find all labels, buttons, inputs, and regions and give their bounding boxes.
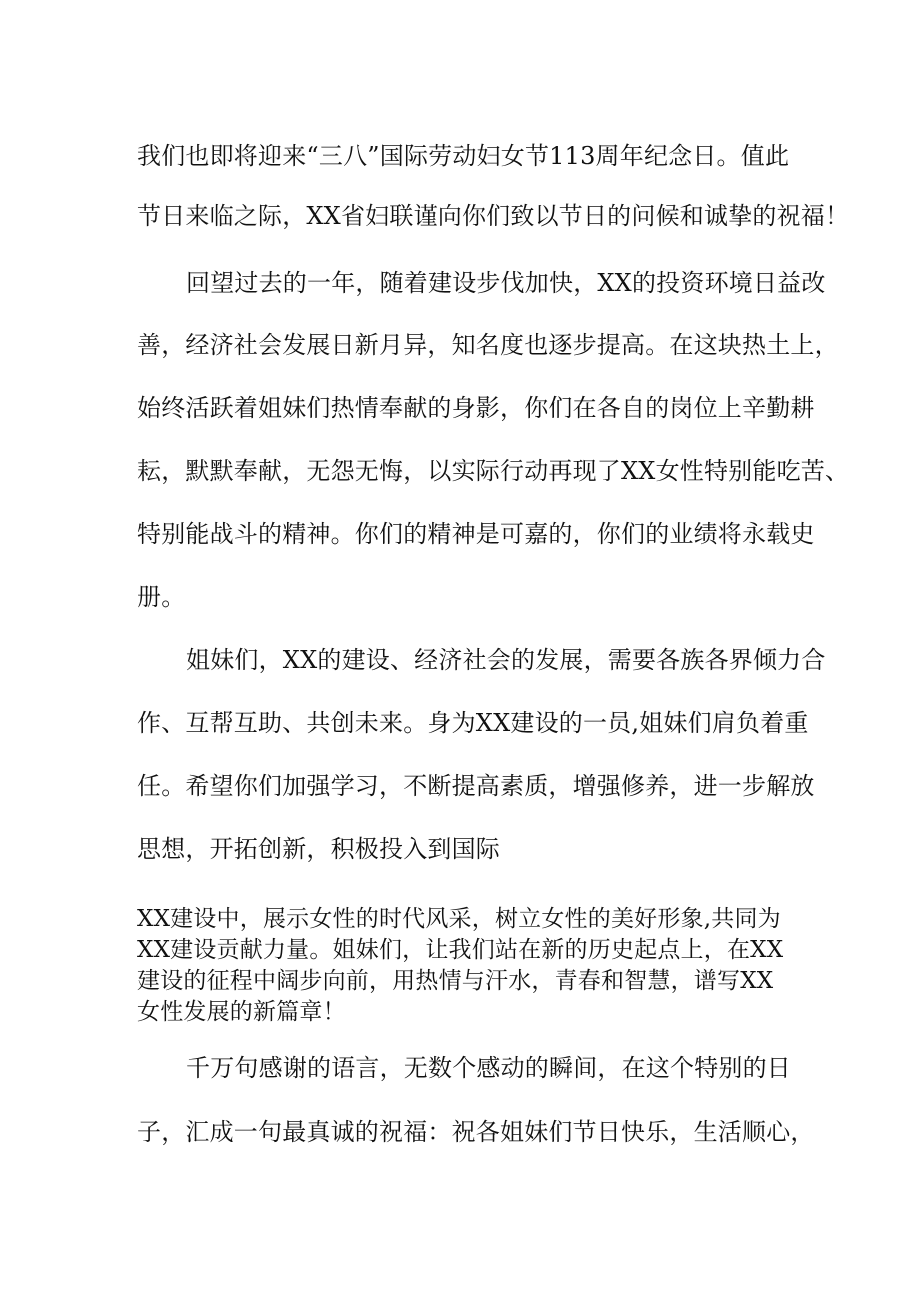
text-line: 我们也即将迎来“三八”国际劳动妇女节113周年纪念日。值此 bbox=[137, 142, 790, 170]
text-line: 姐妹们，XX的建设、经济社会的发展，需要各族各界倾力合 bbox=[186, 646, 826, 674]
text-line: XX建设中，展示女性的时代风采，树立女性的美好形象,共同为 bbox=[137, 906, 781, 932]
text-line: 女性发展的新篇章！ bbox=[137, 999, 346, 1025]
text-line: 始终活跃着姐妹们热情奉献的身影，你们在各自的岗位上辛勤耕 bbox=[137, 394, 815, 422]
text-line: 耘，默默奉献，无怨无悔，以实际行动再现了XX女性特别能吃苦、 bbox=[137, 457, 850, 485]
text-line: 节日来临之际，XX省妇联谨向你们致以节日的问候和诚挚的祝福！ bbox=[137, 202, 850, 230]
text-line: 册。 bbox=[137, 583, 186, 611]
text-line: 建设的征程中阔步向前，用热情与汗水，青春和智慧，谱写XX bbox=[137, 968, 774, 994]
text-line: 善，经济社会发展日新月异，知名度也逐步提高。在这块热土上， bbox=[137, 331, 839, 359]
text-line: XX建设贡献力量。姐妹们，让我们站在新的历史起点上，在XX bbox=[137, 937, 784, 963]
text-line: 回望过去的一年，随着建设步伐加快，XX的投资环境日益改 bbox=[186, 269, 826, 297]
text-line: 千万句感谢的语言，无数个感动的瞬间，在这个特别的日 bbox=[186, 1054, 791, 1082]
text-line: 思想，开拓创新，积极投入到国际 bbox=[137, 835, 500, 863]
text-line: 作、互帮互助、共创未来。身为XX建设的一员,姐妹们肩负着重 bbox=[137, 709, 809, 737]
text-line: 任。希望你们加强学习，不断提高素质，增强修养，进一步解放 bbox=[137, 772, 815, 800]
text-line: 子，汇成一句最真诚的祝福：祝各姐妹们节日快乐，生活顺心， bbox=[137, 1118, 815, 1146]
text-line: 特别能战斗的精神。你们的精神是可嘉的，你们的业绩将永载史 bbox=[137, 520, 815, 548]
